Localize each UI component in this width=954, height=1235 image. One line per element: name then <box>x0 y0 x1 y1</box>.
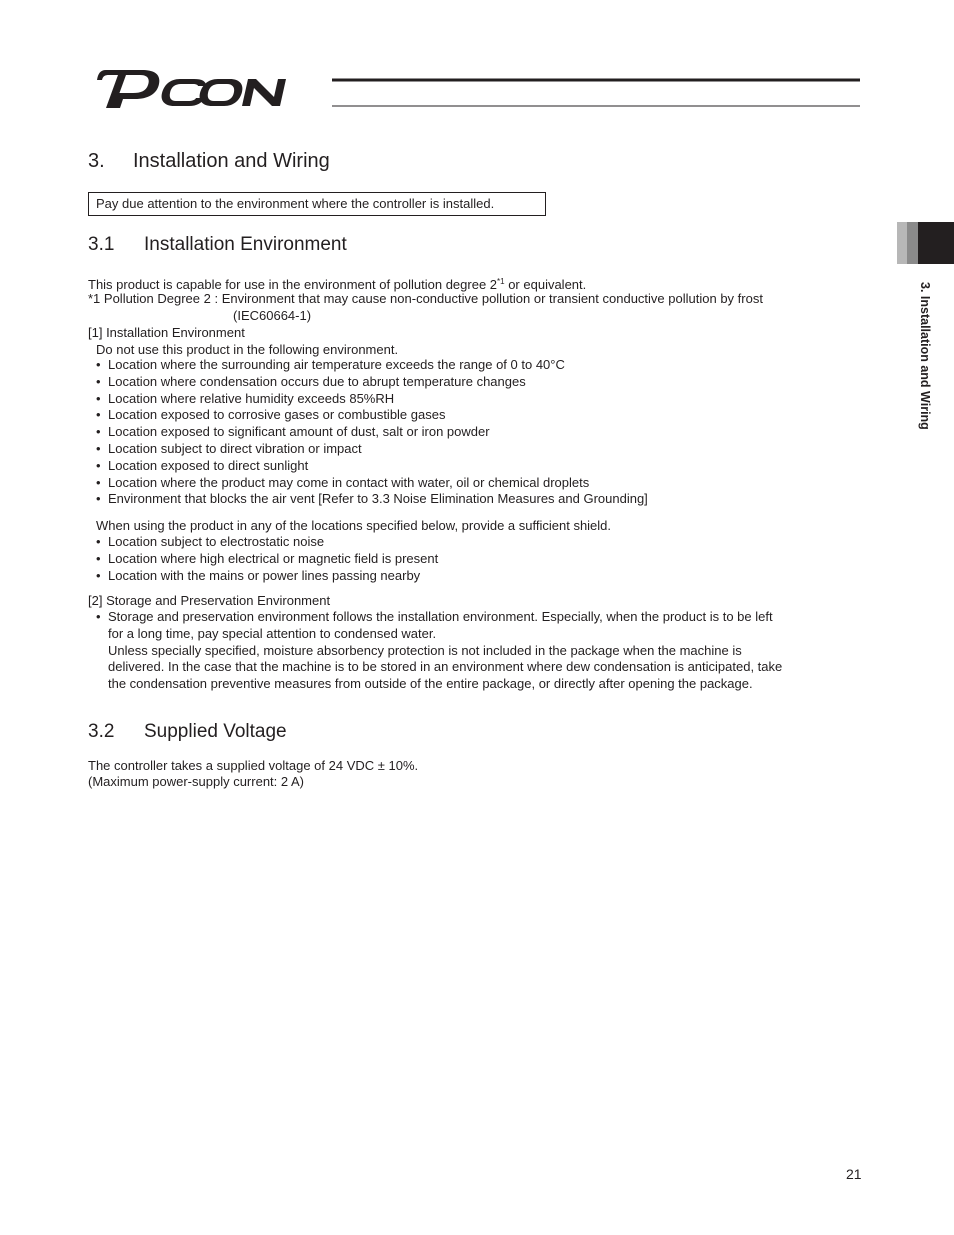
shield-list <box>96 534 856 586</box>
pollution-intro: This product is capable for use in the environment of pollution degree 2$^{*1}$ or equivalent. <box>88 277 587 292</box>
list-item: • Location where condensation occurs due to abrupt temperature changes <box>96 373 526 389</box>
subsection-heading-3-2: 3.2 Supplied Voltage <box>88 721 287 742</box>
section-number: 3. <box>88 150 105 172</box>
sub1-intro: Do not use this product in the following environment. <box>96 342 399 357</box>
header-rule <box>332 78 860 108</box>
list-item: • Location where the surrounding air temperature exceeds the range of 0 to 40°C <box>96 357 565 372</box>
list-item: • Environment that blocks the air vent [Refer to 3.3 Noise Elimination Measures and Grounding] <box>96 491 648 507</box>
pcon-logo <box>96 66 328 110</box>
list-item: • Location exposed to significant amount of dust, salt or iron powder <box>96 424 490 440</box>
voltage-line-2: (Maximum power-supply current: 2 A) <box>88 774 305 789</box>
list-item: • Location where the product may come in contact with water, oil or chemical droplets <box>96 474 590 490</box>
notice-box: Pay due attention to the environment where the controller is installed. <box>88 192 546 216</box>
side-tab-label: 3. Installation and Wiring <box>918 282 932 430</box>
footnote-line-2: (IEC60664-1) <box>233 308 312 323</box>
shield-intro: When using the product in any of the locations specified below, provide a sufficient shield. <box>96 518 612 533</box>
side-tab-shade-light <box>897 222 907 264</box>
list-item: • Location subject to direct vibration or impact <box>96 441 362 456</box>
list-item: • Location where relative humidity exceeds 85%RH <box>96 390 395 406</box>
section-title: Installation and Wiring <box>133 150 330 172</box>
list-item: • Location subject to electrostatic noise <box>96 534 325 549</box>
section-heading <box>88 150 330 173</box>
sub1-title: [1] Installation Environment <box>88 325 245 340</box>
list-item: • Location exposed to corrosive gases or combustible gases <box>96 407 446 423</box>
subsection-heading-3-1: 3.1 Installation Environment <box>88 234 347 255</box>
footnote-line-1: *1 Pollution Degree 2 : Environment that may cause non-conductive pollution or transient conductive pollution by frost <box>88 291 763 306</box>
page-number: 21 <box>846 1166 862 1182</box>
storage-paragraph: • Storage and preservation environment follows the installation environment. Especially, when the product is to be left for a long time, pay special attention to condensed water. Unless specially specified, moisture absorbency protection is not included in the package when the machine is delivered. In the case that the machine is to be stored in an environment where dew condensation is anticipated, take the condensation preventive measures from outside of the entire package, or directly after opening the package. <box>96 609 783 692</box>
voltage-line-1: The controller takes a supplied voltage of 24 VDC ± 10%. <box>88 758 419 773</box>
list-item: • Location exposed to direct sunlight <box>96 457 309 473</box>
side-tab-marker <box>918 222 954 264</box>
list-item: • Location with the mains or power lines passing nearby <box>96 567 421 583</box>
side-tab-shade-mid <box>907 222 918 264</box>
sub2-title: [2] Storage and Preservation Environment <box>88 593 331 608</box>
list-item: • Location where high electrical or magnetic field is present <box>96 550 439 566</box>
environment-list <box>96 357 856 517</box>
